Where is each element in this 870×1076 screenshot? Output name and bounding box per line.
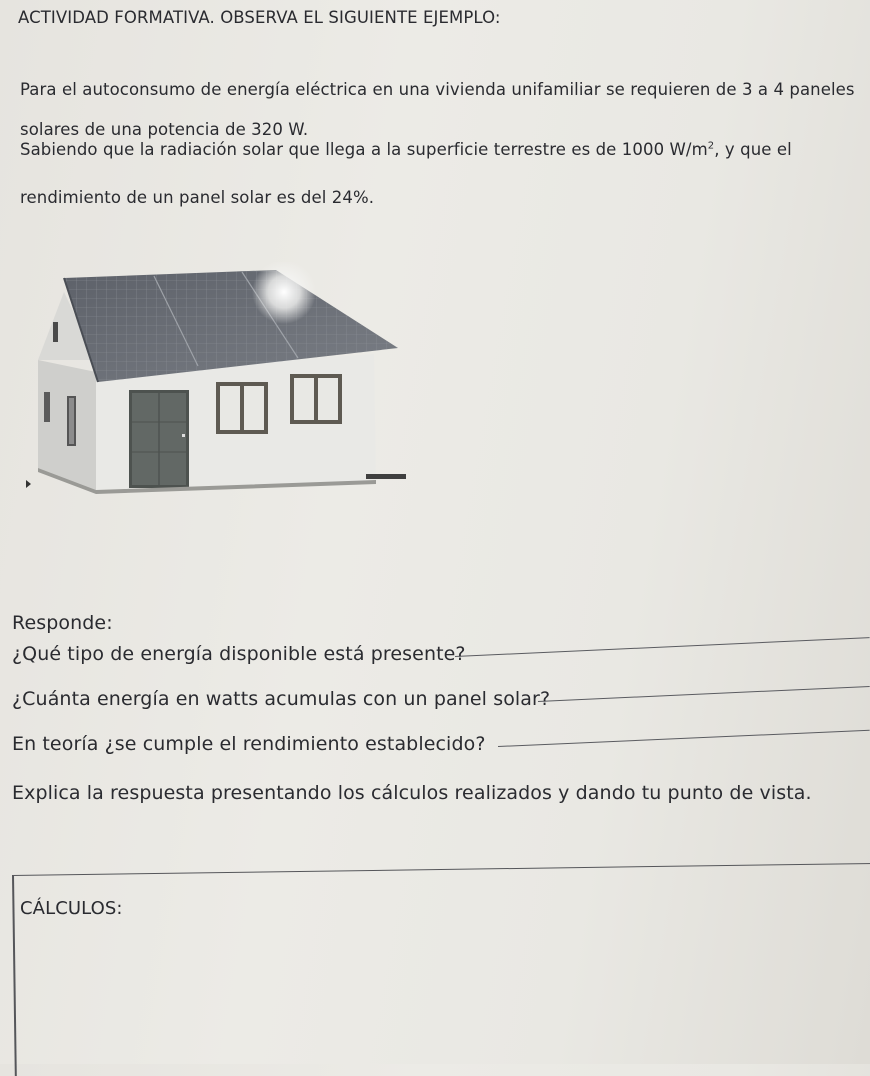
- answer-line-3[interactable]: [498, 730, 870, 747]
- answer-line-1[interactable]: [455, 637, 870, 657]
- responde-label: Responde:: [12, 612, 113, 634]
- page-title: ACTIVIDAD FORMATIVA. OBSERVA EL SIGUIENTE EJEMPLO:: [18, 8, 501, 27]
- calculations-box[interactable]: [12, 863, 870, 1076]
- intro-line-1: Para el autoconsumo de energía eléctrica en una vivienda unifamiliar se requieren de 3 a 4 paneles: [20, 80, 855, 99]
- house-solar-panel-illustration: [26, 262, 416, 506]
- question-3: En teoría ¿se cumple el rendimiento establecido?: [12, 733, 486, 755]
- question-2: ¿Cuánta energía en watts acumulas con un panel solar?: [12, 688, 551, 710]
- intro-line-2: solares de una potencia de 320 W.: [20, 120, 309, 139]
- intro-line-3-end: , y que el: [714, 140, 792, 159]
- intro-line-3-sup: 2: [707, 140, 715, 152]
- intro-line-4: rendimiento de un panel solar es del 24%.: [20, 188, 375, 207]
- intro-line-3-start: Sabiendo que la radiación solar que llega a la superficie terrestre es de 1000 W/m: [20, 140, 708, 159]
- calculations-label: CÁLCULOS:: [20, 898, 123, 919]
- question-4: Explica la respuesta presentando los cálculos realizados y dando tu punto de vista.: [12, 782, 812, 804]
- question-1: ¿Qué tipo de energía disponible está presente?: [12, 643, 466, 665]
- answer-line-2[interactable]: [538, 686, 870, 702]
- intro-line-3: [20, 140, 792, 159]
